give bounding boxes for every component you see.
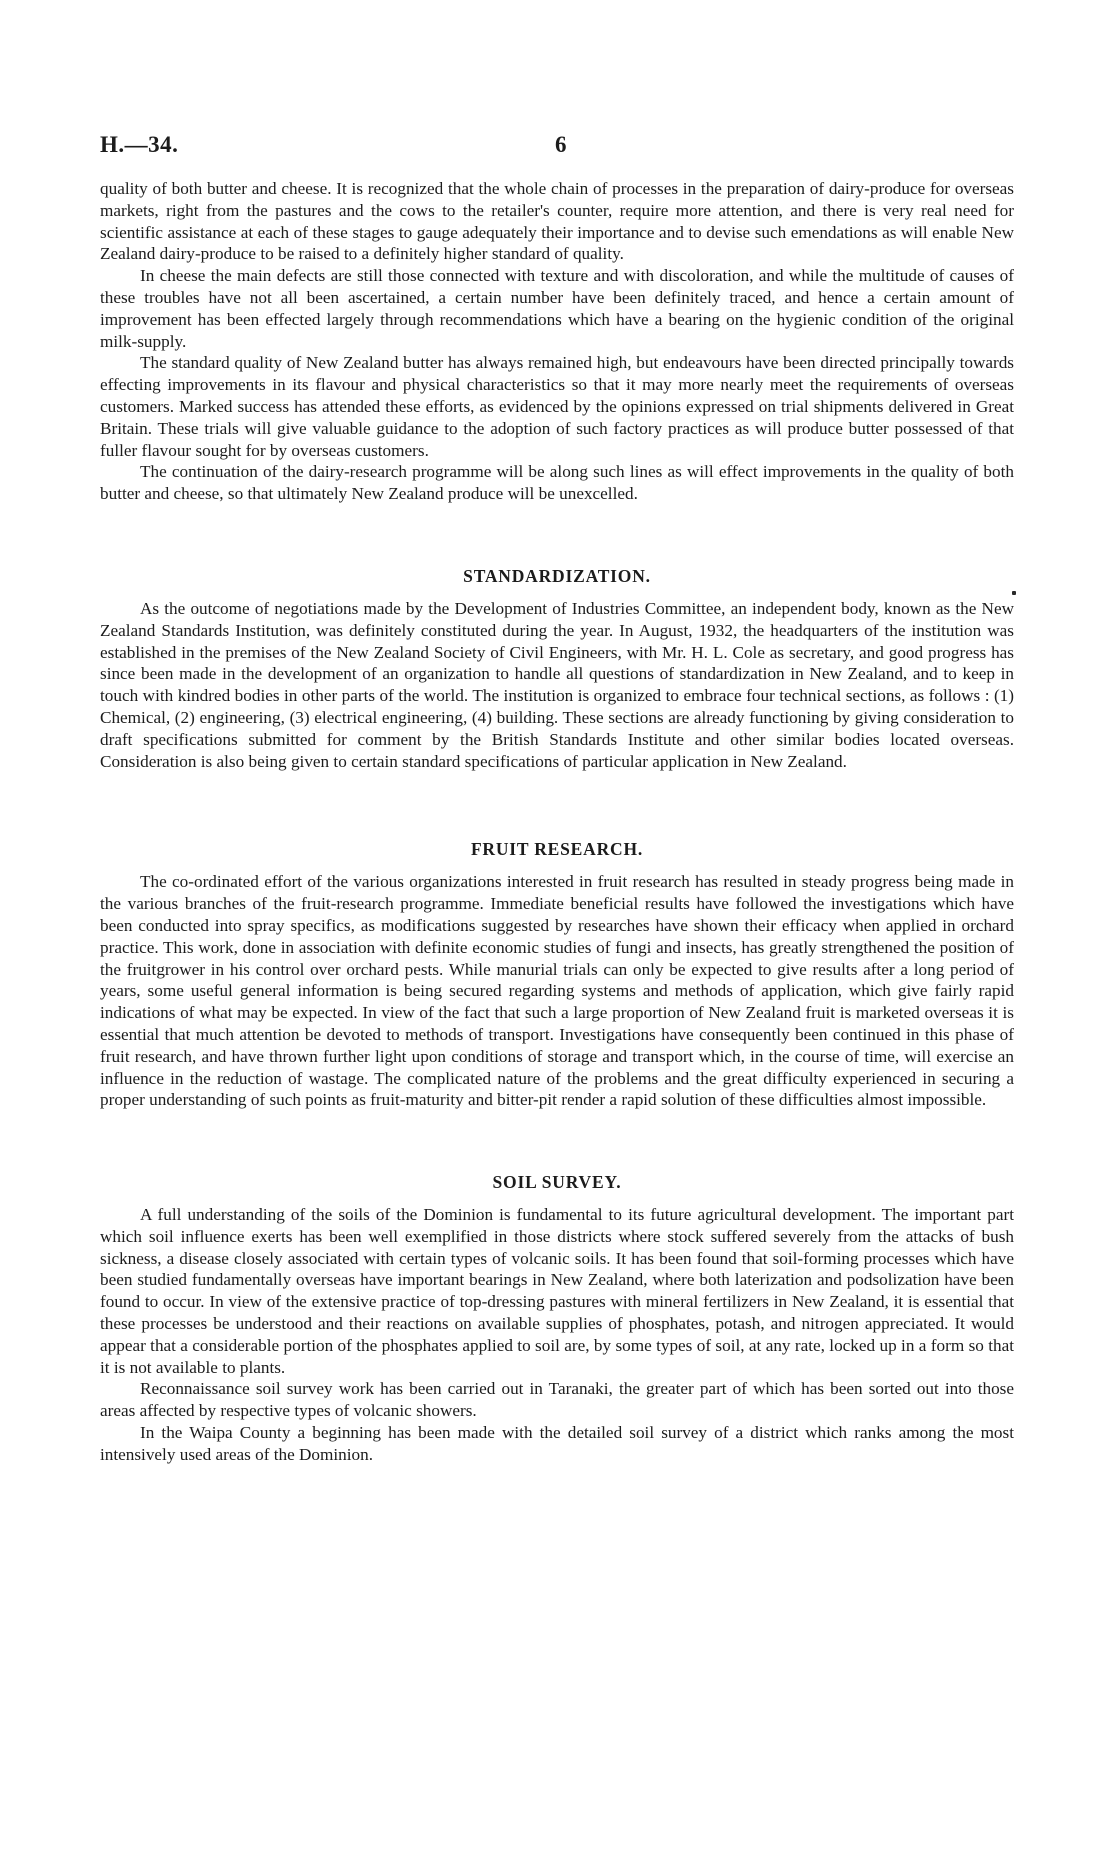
paragraph: quality of both butter and cheese. It is recognized that the whole chain of processes in the preparation of dairy-produce for overseas markets, right from the pastures and the cows to the retailer's counter, require more attention, and there is very real need for scientific assistance at each of these stages to gauge adequately their importance and to devise such emendations as will enable New Zealand dairy-produce to be raised to a definitely higher standard of quality.: [100, 179, 1014, 264]
paragraph: A full understanding of the soils of the Dominion is fundamental to its future agricultural development. The important part which soil influence exerts has been well exemplified in those districts where stock suffered severely from the attacks of bush sickness, a disease closely associated with certain types of volcanic soils. It has been found that soil-forming processes which have been studied fundamentally overseas have important bearings in New Zealand, where both laterization and podsolization have been found to occur. In view of the extensive practice of top-dressing pastures with mineral fertilizers in New Zealand, it is essential that these processes be understood and their reactions on available supplies of phosphates, potash, and nitrogen appreciated. It would appear that a considerable portion of the phosphates applied to soil are, by some types of soil, at any rate, locked up in a form so that it is not available to plants.: [100, 1205, 1014, 1377]
standardization-section: [100, 598, 1014, 772]
paragraph: The continuation of the dairy-research programme will be along such lines as will effect improvements in the quality of both butter and cheese, so that ultimately New Zealand produce will be unexcelled.: [100, 462, 1014, 504]
soil-survey-section: [100, 1204, 1014, 1466]
fruit-research-section: [100, 871, 1014, 1111]
document-reference: H.—34.: [100, 132, 179, 157]
intro-section: [100, 178, 1014, 505]
document-body: [100, 178, 1014, 1466]
page-number: 6: [555, 132, 567, 157]
section-heading-fruit-research: FRUIT RESEARCH.: [470, 839, 644, 860]
page-header: [100, 132, 1016, 162]
paragraph: As the outcome of negotiations made by the Development of Industries Committee, an independent body, known as the New Zealand Standards Institution, was definitely constituted during the year. In August, 1932, the headquarters of the institution was established in the premises of the New Zealand Society of Civil Engineers, with Mr. H. L. Cole as secretary, and good progress has since been made in the development of an organization to handle all questions of standardization in New Zealand, and to keep in touch with kindred bodies in other parts of the world. The institution is organized to embrace four technical sections, as follows : (1) Chemical, (2) engineering, (3) electrical engineering, (4) building. These sections are already functioning by giving consideration to draft specifications submitted for comment by the British Standards Institute and other similar bodies located overseas. Consideration is also being given to certain standard specifications of particular application in New Zealand.: [100, 598, 1014, 771]
paragraph: The co-ordinated effort of the various organizations interested in fruit research has resulted in steady progress being made in the various branches of the fruit-research programme. Immediate beneficial results have followed the investigations which have been conducted into spray specifics, as modifications suggested by researches have shown their efficacy when applied in orchard practice. This work, done in association with definite economic studies of fungi and insects, has greatly strengthened the position of the fruitgrower in his control over orchard pests. While manurial trials can only be expected to give results after a long period of years, some useful general information is being secured regarding systems and methods of application, which give fairly rapid indications of what may be expected. In view of the fact that such a large proportion of New Zealand fruit is marketed overseas it is essential that much attention be devoted to methods of transport. Investigations have consequently been continued in this phase of fruit research, and have thrown further light upon conditions of storage and transport which, in the course of time, will exercise an influence in the reduction of wastage. The complicated nature of the problems and the great difficulty experienced in securing a proper understanding of such points as fruit-maturity and bitter-pit render a rapid solution of these difficulties almost impossible.: [100, 872, 1014, 1110]
section-heading-standardization: STANDARDIZATION.: [463, 565, 651, 586]
paragraph: In cheese the main defects are still those connected with texture and with discoloration, and while the multitude of causes of these troubles have not all been ascertained, a certain number have been definitely traced, and hence a certain amount of improvement has been effected largely through recommendations which have a bearing on the hygienic condition of the original milk-supply.: [100, 266, 1014, 351]
paragraph: The standard quality of New Zealand butter has always remained high, but endeavours have been directed principally towards effecting improvements in its flavour and physical characteristics so that it may more nearly meet the requirements of overseas customers. Marked success has attended these efforts, as evidenced by the opinions expressed on trial shipments delivered in Great Britain. These trials will give valuable guidance to the adoption of such factory practices as will produce butter possessed of that fuller flavour sought for by overseas customers.: [100, 353, 1014, 460]
paragraph: Reconnaissance soil survey work has been carried out in Taranaki, the greater part of which has been sorted out into those areas affected by respective types of volcanic showers.: [100, 1379, 1014, 1421]
paragraph: In the Waipa County a beginning has been made with the detailed soil survey of a district which ranks among the most intensively used areas of the Dominion.: [100, 1423, 1014, 1464]
section-heading-soil-survey: SOIL SURVEY.: [492, 1172, 622, 1193]
